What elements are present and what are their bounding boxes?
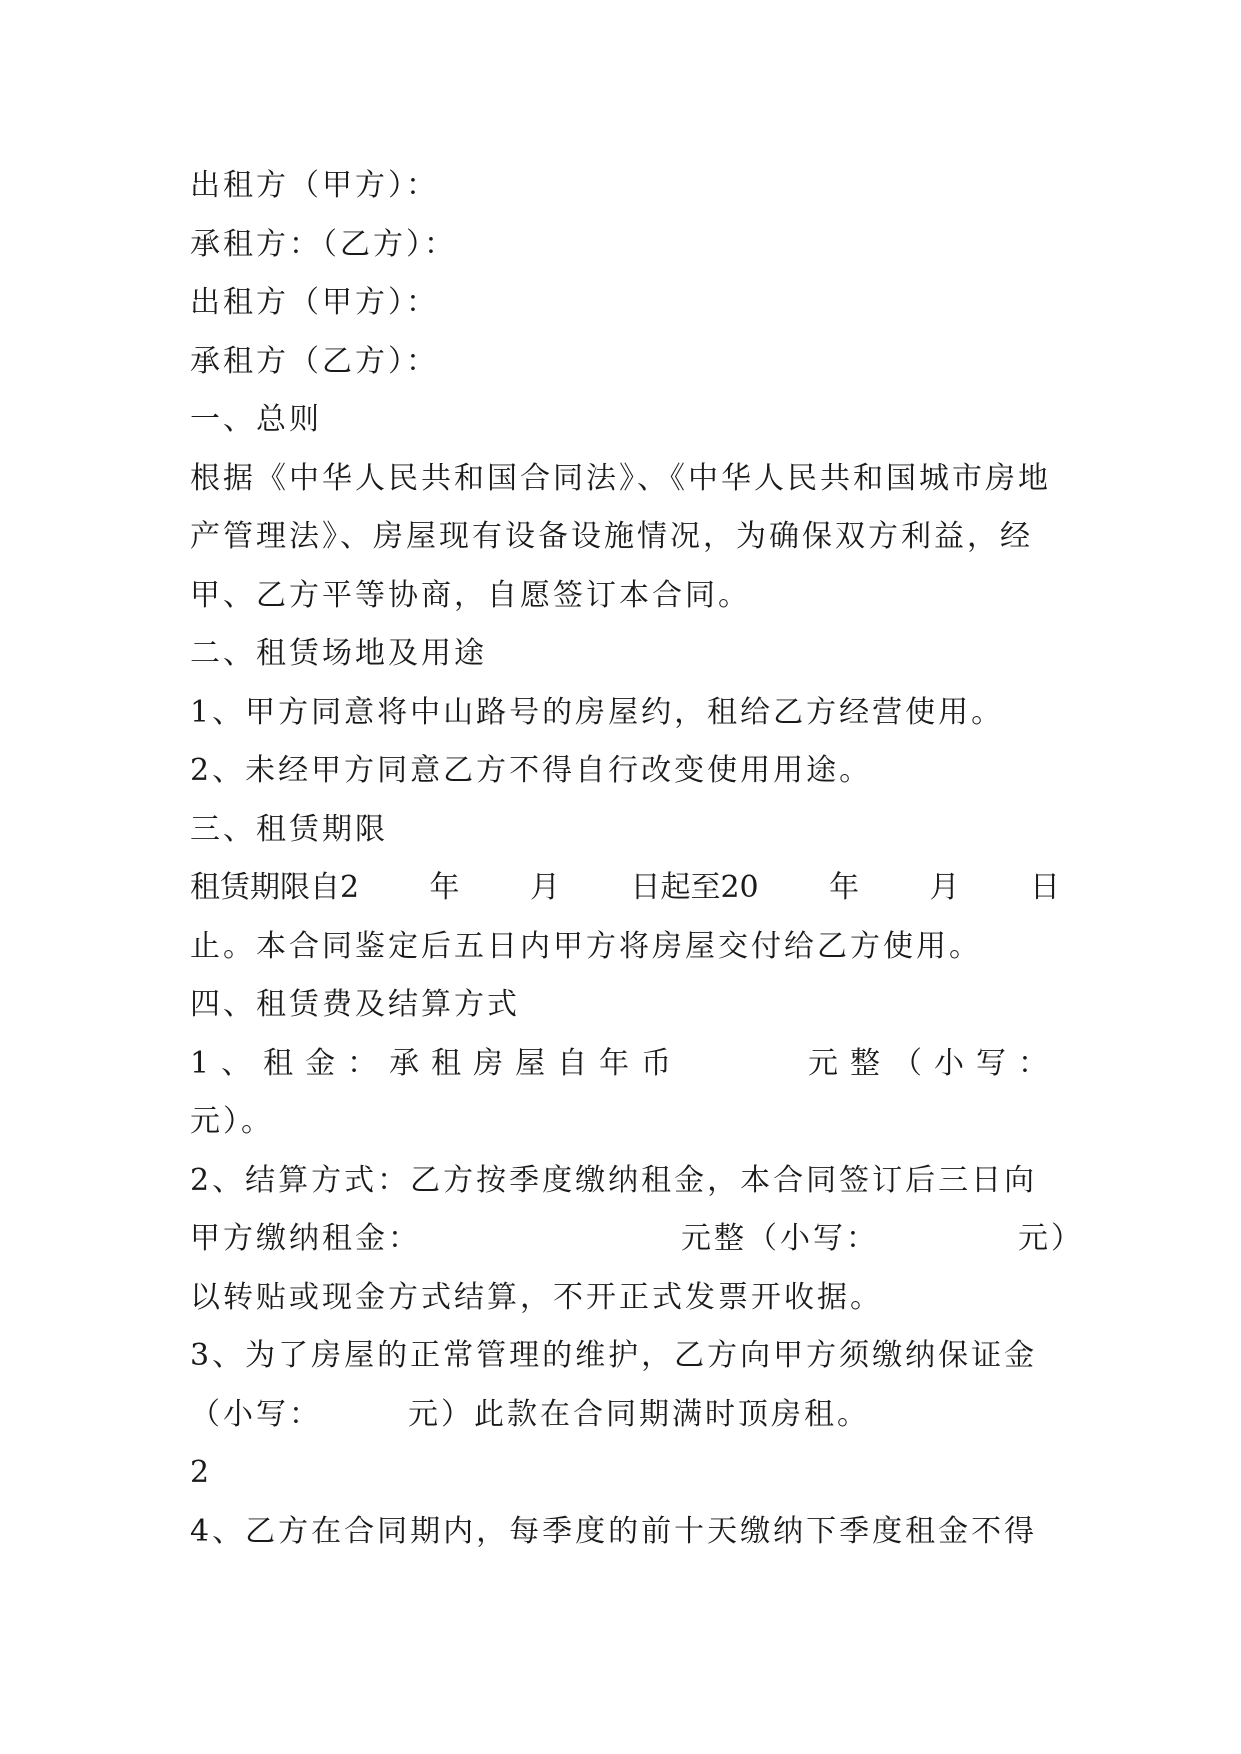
clause-line: 2、未经甲方同意乙方不得自行改变使用用途。 xyxy=(190,753,873,788)
settlement-amount-text: 元整（小写： xyxy=(681,1221,879,1256)
term-month-label: 月 xyxy=(530,870,560,905)
section-heading-term: 三、租赁期限 xyxy=(190,811,388,847)
settlement-line: 2、结算方式：乙方按季度缴纳租金，本合同签订后三日向 xyxy=(190,1162,1038,1198)
settlement-pay-text: 甲方缴纳租金： xyxy=(190,1221,421,1256)
settlement-line-3: 以转贴或现金方式结算，不开正式发票开收据。 xyxy=(190,1279,883,1315)
lessor-line: 出租方（甲方）： xyxy=(190,168,439,203)
term-year-label: 年 xyxy=(429,870,460,905)
section-heading-premises: 二、租赁场地及用途 xyxy=(190,636,487,671)
rent-text: 1、租金：承租房屋自年币 xyxy=(190,1045,684,1081)
section-heading-rent: 四、租赁费及结算方式 xyxy=(190,987,520,1022)
deposit-line: 3、为了房屋的正常管理的维护，乙方向甲方须缴纳保证金 xyxy=(190,1338,1038,1373)
deposit-line-2 xyxy=(190,1386,1060,1445)
settlement-amount-end: 元） xyxy=(1018,1221,1084,1256)
rent-amount-text: 元整（小写： xyxy=(808,1045,1060,1081)
rent-line xyxy=(190,1035,1060,1094)
term-start-text: 租赁期限自2 xyxy=(190,870,360,905)
clause-line: 1、甲方同意将中山路号的房屋约，租给乙方经营使用。 xyxy=(190,694,1005,730)
paragraph-line: 甲、乙方平等协商，自愿签订本合同。 xyxy=(190,577,751,613)
term-end-month-label: 月 xyxy=(929,870,960,905)
term-line xyxy=(190,859,1060,918)
paragraph-line: 根据《中华人民共和国合同法》、《中华人民共和国城市房地 xyxy=(190,460,1051,496)
deposit-small-label: （小写： xyxy=(190,1396,322,1432)
lessee-line-2: 承租方（乙方）： xyxy=(190,343,439,379)
rent-line-end: 元）。 xyxy=(190,1104,274,1139)
clause-line: 4、乙方在合同期内，每季度的前十天缴纳下季度租金不得 xyxy=(190,1513,1038,1549)
settlement-line-2 xyxy=(190,1210,1084,1269)
term-end-year-label: 年 xyxy=(829,870,860,905)
lessor-line-2: 出租方（甲方）： xyxy=(190,285,439,320)
deposit-text: 元）此款在合同期满时顶房租。 xyxy=(408,1396,870,1432)
lessee-line: 承租方：（乙方）： xyxy=(190,226,457,262)
section-heading-general: 一、总则 xyxy=(190,402,322,437)
term-day-to-text: 日起至20 xyxy=(630,870,759,905)
term-end-day-label: 日 xyxy=(1030,870,1060,905)
document-body xyxy=(190,157,1084,1561)
paragraph-line: 止。本合同鉴定后五日内甲方将房屋交付给乙方使用。 xyxy=(190,928,982,964)
page-number: 2 xyxy=(190,1455,213,1490)
paragraph-line: 产管理法》、房屋现有设备设施情况，为确保双方利益，经 xyxy=(190,519,1033,554)
